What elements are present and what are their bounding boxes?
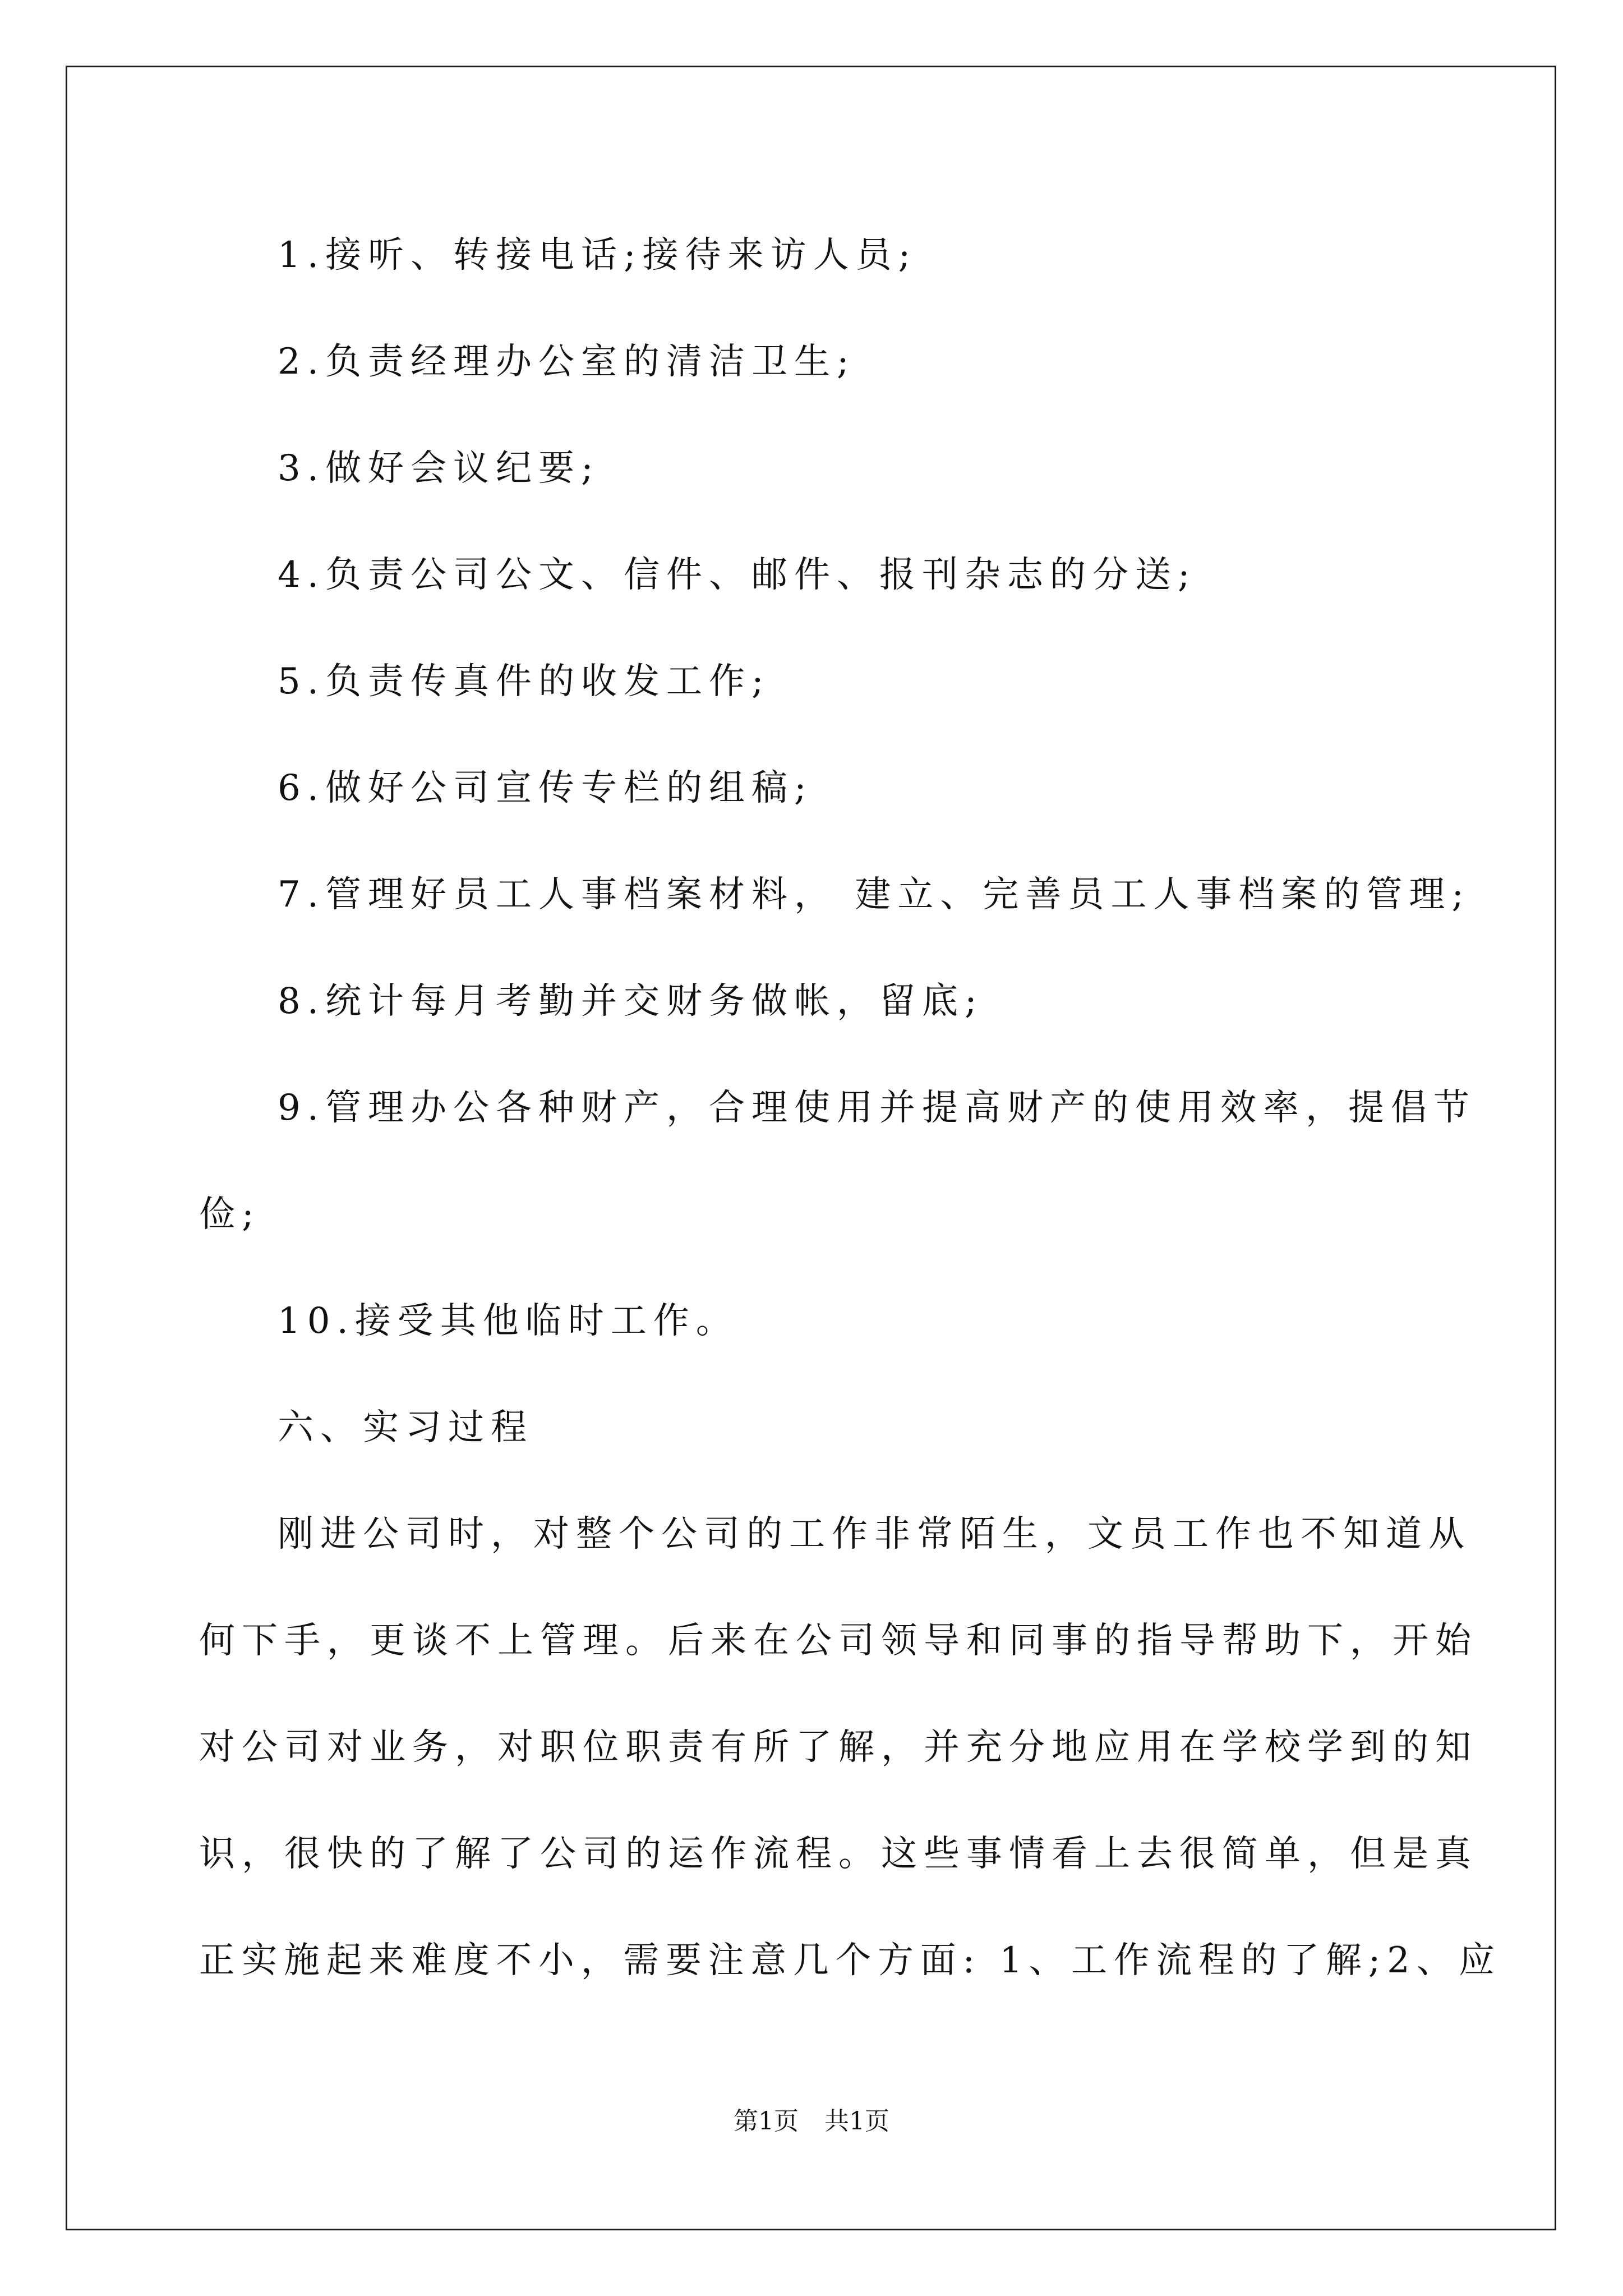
text-line: 俭; xyxy=(199,1194,261,1235)
text-line: 4.负责公司公文、信件、邮件、报刊杂志的分送; xyxy=(278,554,1197,596)
text-line: 1.接听、转接电话;接待来访人员; xyxy=(278,234,917,276)
page-number: 第1页 xyxy=(734,2107,799,2136)
text-line: 9.管理办公各种财产，合理使用并提高财产的使用效率，提倡节 xyxy=(278,1087,1477,1129)
text-line: 正实施起来难度不小，需要注意几个方面: 1、工作流程的了解;2、应 xyxy=(199,1940,1501,1981)
text-line: 8.统计每月考勤并交财务做帐，留底; xyxy=(278,981,984,1022)
text-line: 对公司对业务，对职位职责有所了解，并充分地应用在学校学到的知 xyxy=(199,1727,1478,1768)
text-line: 2.负责经理办公室的清洁卫生; xyxy=(278,341,856,383)
page-footer xyxy=(0,2101,1623,2137)
text-line: 6.做好公司宣传专栏的组稿; xyxy=(278,767,813,809)
text-line: 刚进公司时，对整个公司的工作非常陌生，文员工作也不知道从 xyxy=(278,1513,1471,1555)
text-line: 5.负责传真件的收发工作; xyxy=(278,661,771,702)
text-line: 何下手，更谈不上管理。后来在公司领导和同事的指导帮助下，开始 xyxy=(199,1620,1478,1662)
section-heading: 六、实习过程 xyxy=(278,1407,533,1448)
text-line: 7.管理好员工人事档案材料， 建立、完善员工人事档案的管理; xyxy=(278,874,1470,915)
text-line: 10.接受其他临时工作。 xyxy=(278,1300,739,1342)
text-line: 3.做好会议纪要; xyxy=(278,448,600,489)
page-border xyxy=(66,66,1556,2230)
page-total: 共1页 xyxy=(824,2107,889,2136)
text-line: 识，很快的了解了公司的运作流程。这些事情看上去很简单，但是真 xyxy=(199,1833,1478,1875)
